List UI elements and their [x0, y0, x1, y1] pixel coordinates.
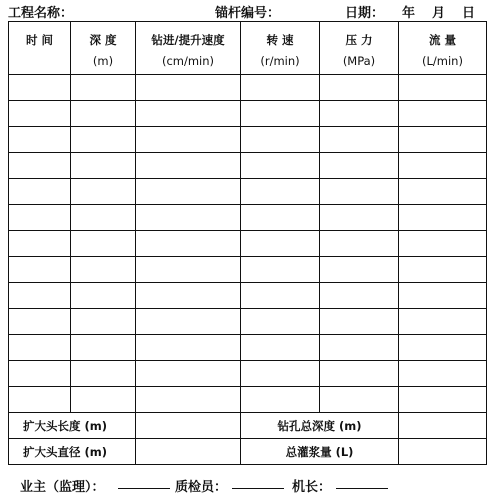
table-cell[interactable] — [71, 127, 136, 153]
table-cell[interactable] — [241, 179, 320, 205]
table-cell[interactable] — [241, 75, 320, 101]
table-cell[interactable] — [71, 153, 136, 179]
table-cell[interactable] — [9, 335, 71, 361]
table-cell[interactable] — [320, 335, 399, 361]
column-header-rotation: 转 速 (r/min) — [241, 22, 320, 75]
date-label: 日期： — [345, 6, 385, 21]
table-cell[interactable] — [9, 153, 71, 179]
table-row — [9, 153, 487, 179]
table-cell[interactable] — [136, 361, 241, 387]
total-drill-depth-label: 钻孔总深度 (m) — [241, 413, 399, 439]
column-header-pressure: 压 力 (MPa) — [320, 22, 399, 75]
table-cell[interactable] — [136, 335, 241, 361]
table-row — [9, 75, 487, 101]
date-day: 日 — [462, 6, 476, 21]
total-drill-depth-cell[interactable] — [399, 413, 487, 439]
table-cell[interactable] — [241, 257, 320, 283]
table-cell[interactable] — [71, 387, 136, 413]
table-cell[interactable] — [399, 257, 487, 283]
table-cell[interactable] — [399, 75, 487, 101]
table-row — [9, 179, 487, 205]
table-cell[interactable] — [241, 335, 320, 361]
table-row — [9, 283, 487, 309]
table-cell[interactable] — [136, 257, 241, 283]
table-cell[interactable] — [136, 179, 241, 205]
table-cell[interactable] — [136, 153, 241, 179]
table-cell[interactable] — [320, 231, 399, 257]
project-name-label: 工程名称： — [8, 6, 74, 21]
table-cell[interactable] — [71, 231, 136, 257]
column-header-flow: 流 量 (L/min) — [399, 22, 487, 75]
table-cell[interactable] — [9, 127, 71, 153]
date-year: 年 — [402, 6, 416, 21]
table-cell[interactable] — [71, 205, 136, 231]
table-cell[interactable] — [399, 231, 487, 257]
table-row — [9, 101, 487, 127]
table-cell[interactable] — [71, 257, 136, 283]
owner-signature-blank[interactable] — [118, 476, 170, 489]
table-cell[interactable] — [71, 101, 136, 127]
table-cell[interactable] — [399, 205, 487, 231]
table-cell[interactable] — [241, 101, 320, 127]
machine-captain-label: 机长： — [292, 480, 332, 495]
table-cell[interactable] — [71, 283, 136, 309]
table-header-row — [9, 22, 487, 75]
table-cell[interactable] — [9, 257, 71, 283]
table-cell[interactable] — [241, 153, 320, 179]
table-cell[interactable] — [320, 387, 399, 413]
table-cell[interactable] — [136, 231, 241, 257]
table-cell[interactable] — [136, 309, 241, 335]
table-cell[interactable] — [71, 361, 136, 387]
footer-row-2 — [9, 439, 487, 465]
table-cell[interactable] — [136, 283, 241, 309]
table-cell[interactable] — [399, 387, 487, 413]
date-month: 月 — [432, 6, 446, 21]
table-cell[interactable] — [399, 127, 487, 153]
form-header — [0, 0, 494, 20]
enlarged-head-diameter-cell[interactable] — [136, 439, 241, 465]
table-cell[interactable] — [320, 75, 399, 101]
column-header-speed: 钻进/提升速度 (cm/min) — [136, 22, 241, 75]
captain-signature-blank[interactable] — [336, 476, 388, 489]
table-row — [9, 335, 487, 361]
table-cell[interactable] — [9, 361, 71, 387]
table-cell[interactable] — [320, 283, 399, 309]
table-cell[interactable] — [320, 127, 399, 153]
enlarged-head-diameter-label: 扩大头直径 (m) — [9, 439, 136, 465]
table-cell[interactable] — [399, 283, 487, 309]
table-row — [9, 231, 487, 257]
inspector-signature-blank[interactable] — [232, 476, 284, 489]
table-cell[interactable] — [320, 101, 399, 127]
table-cell[interactable] — [241, 231, 320, 257]
table-cell[interactable] — [241, 387, 320, 413]
total-grout-volume-cell[interactable] — [399, 439, 487, 465]
table-cell[interactable] — [320, 153, 399, 179]
table-cell[interactable] — [320, 361, 399, 387]
table-cell[interactable] — [399, 153, 487, 179]
table-cell[interactable] — [9, 231, 71, 257]
table-cell[interactable] — [399, 361, 487, 387]
column-header-depth: 深 度 (m) — [71, 22, 136, 75]
construction-record-table — [8, 21, 487, 465]
table-cell[interactable] — [399, 179, 487, 205]
table-cell[interactable] — [399, 335, 487, 361]
table-row — [9, 387, 487, 413]
table-cell[interactable] — [320, 179, 399, 205]
table-cell[interactable] — [9, 179, 71, 205]
table-cell[interactable] — [9, 101, 71, 127]
column-header-time: 时 间 — [9, 22, 71, 75]
total-grout-volume-label: 总灌浆量 (L) — [241, 439, 399, 465]
table-cell[interactable] — [241, 205, 320, 231]
table-cell[interactable] — [9, 387, 71, 413]
table-cell[interactable] — [71, 309, 136, 335]
anchor-number-label: 锚杆编号： — [215, 6, 281, 21]
table-cell[interactable] — [71, 179, 136, 205]
table-row — [9, 205, 487, 231]
table-cell[interactable] — [241, 309, 320, 335]
table-row — [9, 257, 487, 283]
table-cell[interactable] — [136, 387, 241, 413]
owner-supervisor-label: 业主（监理）： — [20, 480, 105, 495]
table-cell[interactable] — [136, 75, 241, 101]
table-row — [9, 361, 487, 387]
quality-inspector-label: 质检员： — [175, 480, 228, 495]
table-body — [9, 75, 487, 413]
table-cell[interactable] — [241, 283, 320, 309]
table-cell[interactable] — [241, 361, 320, 387]
table-cell[interactable] — [71, 75, 136, 101]
table-cell[interactable] — [399, 309, 487, 335]
table-cell[interactable] — [136, 101, 241, 127]
table-cell[interactable] — [9, 205, 71, 231]
enlarged-head-length-label: 扩大头长度 (m) — [9, 413, 136, 439]
table-cell[interactable] — [320, 309, 399, 335]
table-cell[interactable] — [320, 205, 399, 231]
table-cell[interactable] — [136, 205, 241, 231]
enlarged-head-length-cell[interactable] — [136, 413, 241, 439]
table-cell[interactable] — [136, 127, 241, 153]
table-cell[interactable] — [399, 101, 487, 127]
table-cell[interactable] — [9, 75, 71, 101]
table-row — [9, 309, 487, 335]
table-cell[interactable] — [9, 283, 71, 309]
signature-line — [0, 474, 494, 494]
table-cell[interactable] — [71, 335, 136, 361]
table-cell[interactable] — [320, 257, 399, 283]
table-row — [9, 127, 487, 153]
table-cell[interactable] — [241, 127, 320, 153]
table-cell[interactable] — [9, 309, 71, 335]
footer-row-1 — [9, 413, 487, 439]
